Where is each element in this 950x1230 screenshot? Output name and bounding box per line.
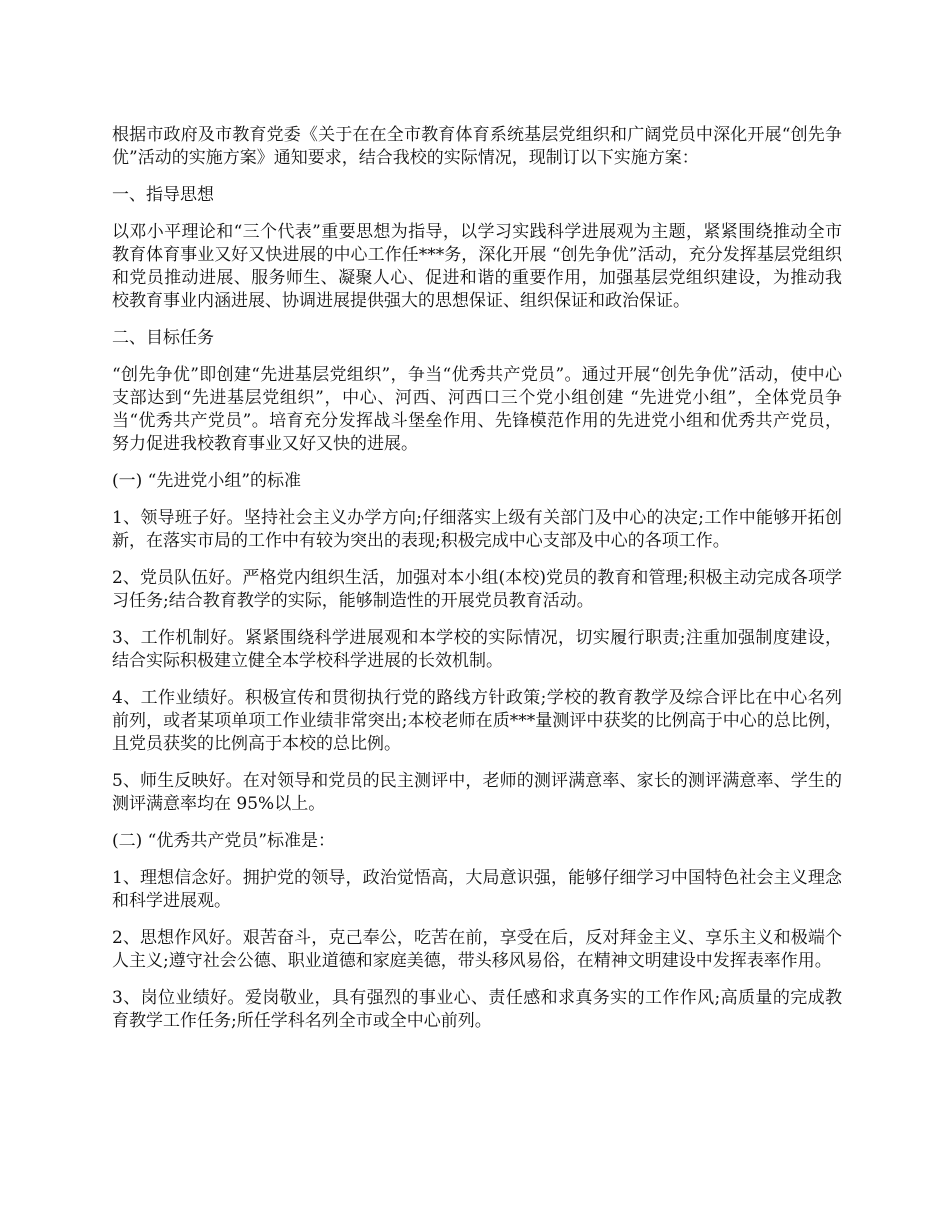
advanced-group-standard-item: 5、师生反映好。在对领导和党员的民主测评中，老师的测评满意率、家长的测评满意率、学生的测评满意率均在 95%以上。 (112, 771, 842, 814)
excellent-member-standard-item: 1、理想信念好。拥护党的领导，政治觉悟高，大局意识强，能够仔细学习中国特色社会主义理念和科学进展观。 (112, 868, 842, 911)
section-heading-goals-tasks: 二、目标任务 (112, 328, 214, 348)
advanced-group-standard-item: 1、领导班子好。坚持社会主义办学方向;仔细落实上级有关部门及中心的决定;工作中能够开拓创新，在落实市局的工作中有较为突出的表现;积极完成中心支部及中心的各项工作。 (112, 508, 842, 551)
intro-paragraph: 根据市政府及市教育党委《关于在在全市教育体育系统基层党组织和广阔党员中深化开展“创先争优”活动的实施方案》通知要求，结合我校的实际情况，现制订以下实施方案： (112, 125, 842, 168)
advanced-group-standard-item: 4、工作业绩好。积极宣传和贯彻执行党的路线方针政策;学校的教育教学及综合评比在中心名列前列，或者某项单项工作业绩非常突出;本校老师在质***量测评中获奖的比例高于中心的总比例，且党员获奖的比例高于本校的总比例。 (112, 688, 842, 754)
section-heading-guiding-ideology: 一、指导思想 (112, 185, 214, 205)
subsection-heading-excellent-member-standards: (二) “优秀共产党员”标准是： (112, 831, 336, 851)
guiding-ideology-paragraph: 以邓小平理论和“三个代表”重要思想为指导，以学习实践科学进展观为主题，紧紧围绕推动全市教育体育事业又好又快进展的中心工作任***务，深化开展 “创先争优”活动，充分发挥基层党组织和党员推动进展、服务师生、凝聚人心、促进和谐的重要作用，加强基层党组织建设，为推动我校教育事业内涵进展、协调进展提供强大的思想保证、组织保证和政治保证。 (112, 222, 842, 311)
goals-tasks-paragraph: “创先争优”即创建“先进基层党组织”，争当“优秀共产党员”。通过开展“创先争优”活动，使中心支部达到“先进基层党组织”，中心、河西、河西口三个党小组创建 “先进党小组”，全体党员争当“优秀共产党员”。培育充分发挥战斗堡垒作用、先锋模范作用的先进党小组和优秀共产党员，努力促进我校教育事业又好又快的进展。 (112, 365, 842, 454)
advanced-group-standard-item: 3、工作机制好。紧紧围绕科学进展观和本学校的实际情况，切实履行职责;注重加强制度建设，结合实际积极建立健全本学校科学进展的长效机制。 (112, 628, 842, 671)
excellent-member-standard-item: 3、岗位业绩好。爱岗敬业，具有强烈的事业心、责任感和求真务实的工作作风;高质量的完成教育教学工作任务;所任学科名列全市或全中心前列。 (112, 988, 842, 1031)
advanced-group-standard-item: 2、党员队伍好。严格党内组织生活，加强对本小组(本校)党员的教育和管理;积极主动完成各项学习任务;结合教育教学的实际，能够制造性的开展党员教育活动。 (112, 568, 842, 611)
excellent-member-standard-item: 2、思想作风好。艰苦奋斗，克己奉公，吃苦在前，享受在后，反对拜金主义、享乐主义和极端个人主义;遵守社会公德、职业道德和家庭美德，带头移风易俗，在精神文明建设中发挥表率作用。 (112, 928, 842, 971)
document-page (112, 124, 842, 1047)
subsection-heading-advanced-group-standards: (一) “先进党小组”的标准 (112, 471, 302, 491)
